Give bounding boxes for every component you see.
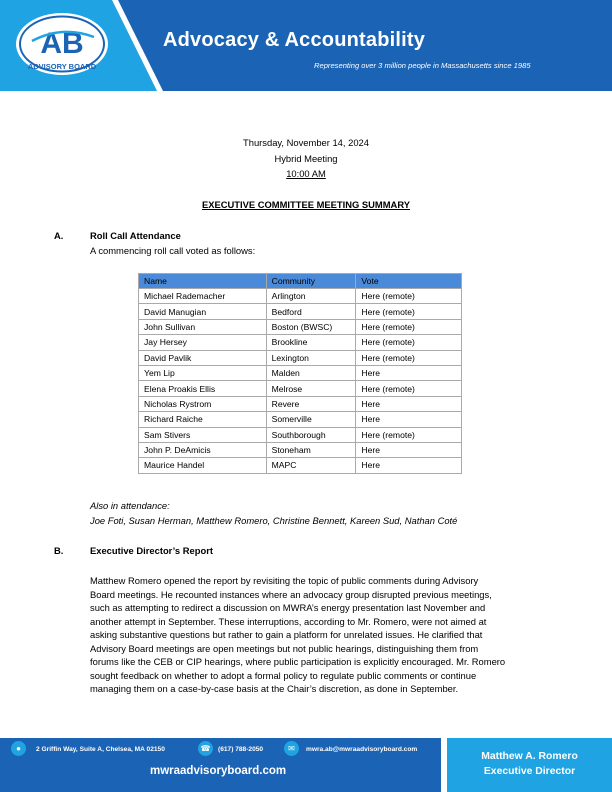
member-community: Somerville: [266, 412, 356, 427]
section-a-letter: A.: [54, 230, 64, 241]
member-name: John Sullivan: [139, 319, 267, 334]
table-row: [139, 458, 462, 473]
member-vote: Here (remote): [356, 289, 462, 304]
meeting-date: Thursday, November 14, 2024: [243, 137, 369, 148]
member-community: Arlington: [266, 289, 356, 304]
member-community: Lexington: [266, 350, 356, 365]
logo-caption: ADVISORY BOARD: [27, 62, 97, 71]
member-vote: Here (remote): [356, 335, 462, 350]
member-community: Bedford: [266, 304, 356, 319]
member-community: Stoneham: [266, 442, 356, 457]
member-name: Maurice Handel: [139, 458, 267, 473]
paragraph-line: Matthew Romero opened the report by revisiting the topic of public comments during Advisory: [90, 575, 479, 586]
contact-name: Matthew A. Romero: [481, 751, 578, 762]
advisory-board-logo: [14, 11, 110, 77]
member-vote: Here: [356, 396, 462, 411]
paragraph-line: managing them on a case-by-case basis at the Chair’s discretion, as done in September.: [90, 683, 459, 694]
member-vote: Here: [356, 458, 462, 473]
email-icon: ✉: [284, 741, 299, 756]
location-pin-icon: ●: [11, 741, 26, 756]
header-tagline: Representing over 3 million people in Massachusetts since 1985: [314, 61, 531, 70]
member-vote: Here (remote): [356, 427, 462, 442]
phone-icon: ☎: [198, 741, 213, 756]
meeting-time: 10:00 AM: [286, 168, 326, 179]
table-row: [139, 427, 462, 442]
member-name: Michael Rademacher: [139, 289, 267, 304]
logo-letters: AB: [40, 27, 84, 60]
section-a-title: Roll Call Attendance: [90, 230, 181, 241]
footer-phone[interactable]: (617) 788-2050: [218, 746, 264, 753]
member-name: Yem Lip: [139, 365, 267, 380]
summary-title: EXECUTIVE COMMITTEE MEETING SUMMARY: [202, 199, 410, 210]
also-attendance-label: Also in attendance:: [90, 500, 170, 511]
member-name: Richard Raiche: [139, 412, 267, 427]
member-vote: Here (remote): [356, 304, 462, 319]
footer-address: 2 Griffin Way, Suite A, Chelsea, MA 02150: [36, 746, 165, 753]
member-name: John P. DeAmicis: [139, 442, 267, 457]
member-vote: Here (remote): [356, 350, 462, 365]
member-name: David Manugian: [139, 304, 267, 319]
paragraph-line: sought feedback on whether to adopt a formal policy to regulate public comments or continue: [90, 669, 477, 681]
member-vote: Here: [356, 365, 462, 380]
table-row: [139, 335, 462, 350]
footer-website-link[interactable]: mwraadvisoryboard.com: [150, 765, 287, 777]
roll-call-intro: A commencing roll call voted as follows:: [90, 245, 256, 256]
roll-call-table: [138, 273, 462, 474]
also-attendance-names: Joe Foti, Susan Herman, Matthew Romero, Christine Bennett, Kareen Sud, Nathan Coté: [90, 515, 458, 526]
paragraph-line: another attempt in September. These interruptions, according to Mr. Romero, were not aimed at: [90, 615, 487, 627]
table-header-row: [139, 274, 462, 289]
member-name: Elena Proakis Ellis: [139, 381, 267, 396]
paragraph-line: asking substantive questions but rather to gain a platform for unrelated issues. He clarified that: [90, 629, 483, 640]
table-row: [139, 442, 462, 457]
member-community: Southborough: [266, 427, 356, 442]
table-row: [139, 289, 462, 304]
member-community: Boston (BWSC): [266, 319, 356, 334]
header-title: Advocacy & Accountability: [163, 29, 426, 51]
member-community: Malden: [266, 365, 356, 380]
section-b-letter: B.: [54, 545, 64, 556]
member-community: Brookline: [266, 335, 356, 350]
member-community: Melrose: [266, 381, 356, 396]
meeting-type: Hybrid Meeting: [274, 153, 338, 164]
column-header: Vote: [356, 274, 462, 289]
member-name: Nicholas Rystrom: [139, 396, 267, 411]
footer-email[interactable]: mwra.ab@mwraadvisoryboard.com: [306, 746, 418, 753]
member-vote: Here (remote): [356, 319, 462, 334]
table-row: [139, 350, 462, 365]
member-name: David Pavlik: [139, 350, 267, 365]
member-name: Sam Stivers: [139, 427, 267, 442]
table-row: [139, 319, 462, 334]
member-community: Revere: [266, 396, 356, 411]
table-row: [139, 412, 462, 427]
paragraph-line: forums like the CEB or CIP hearings, where public participation is explicitly encouraged. Mr. Romero: [90, 656, 506, 667]
table-row: [139, 396, 462, 411]
contact-title: Executive Director: [483, 766, 576, 777]
member-community: MAPC: [266, 458, 356, 473]
table-row: [139, 304, 462, 319]
paragraph-line: Advisory Board meetings are open meetings but not public hearings, distinguishing them from: [90, 642, 479, 654]
executive-report-paragraph: [90, 574, 530, 696]
footer-contact-panel: [447, 738, 612, 792]
column-header: Name: [139, 274, 267, 289]
table-row: [139, 381, 462, 396]
section-b-title: Executive Director’s Report: [90, 545, 213, 556]
table-row: [139, 365, 462, 380]
paragraph-line: such as attempting to redirect a discussion on MWRA’s energy presentation last November and: [90, 602, 486, 613]
member-name: Jay Hersey: [139, 335, 267, 350]
member-vote: Here (remote): [356, 381, 462, 396]
column-header: Community: [266, 274, 356, 289]
paragraph-line: Board meetings. He recounted instances where an advocacy group disrupted previous meetings,: [90, 588, 492, 600]
member-vote: Here: [356, 412, 462, 427]
member-vote: Here: [356, 442, 462, 457]
